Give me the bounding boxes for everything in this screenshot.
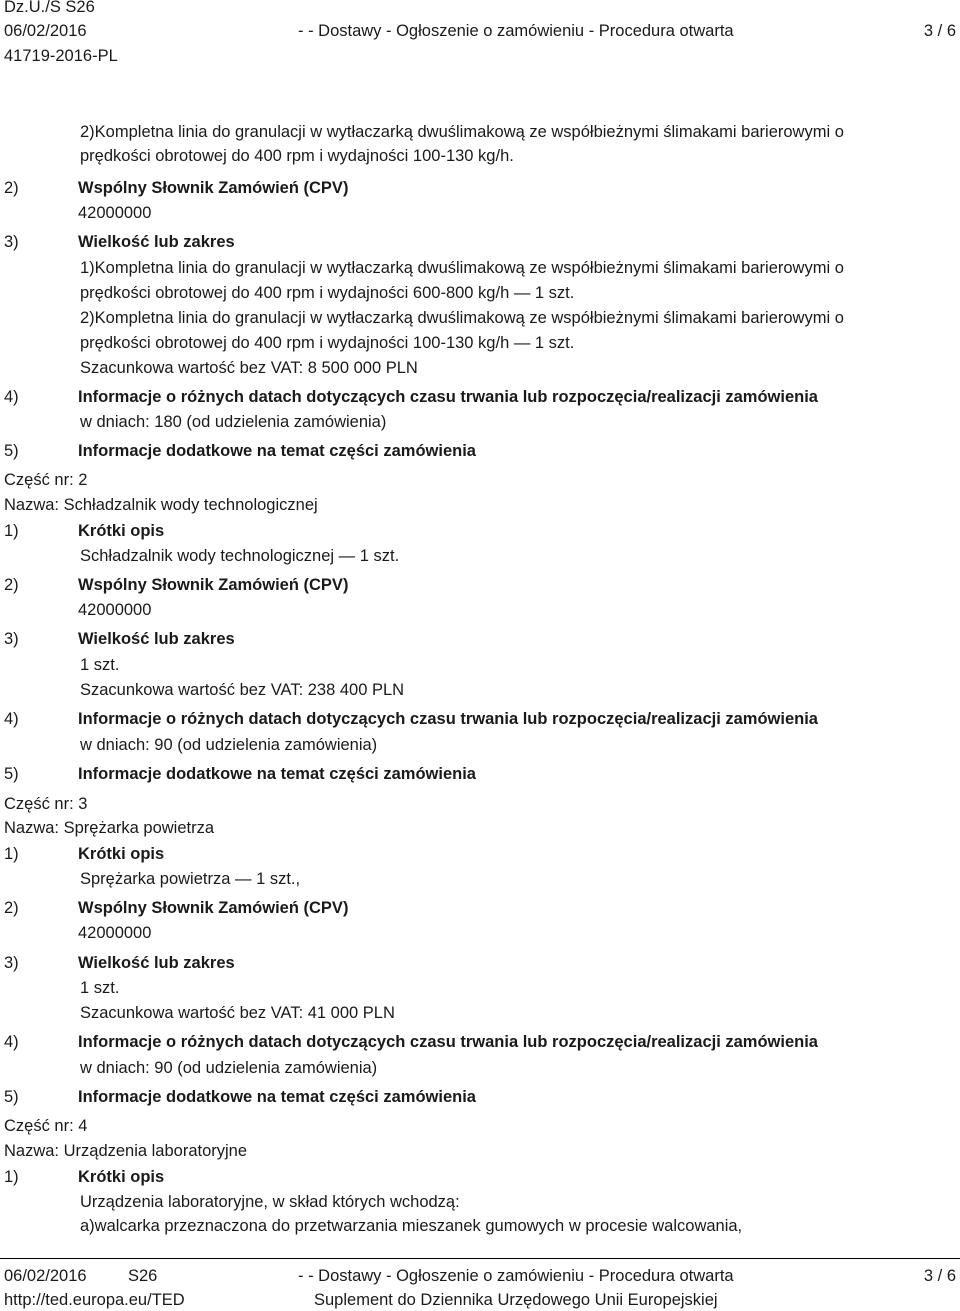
cpv-code: 42000000 — [78, 924, 152, 942]
part-name: Nazwa: Urządzenia laboratoryjne — [4, 1142, 248, 1160]
duration-text: w dniach: 90 (od udzielenia zamówienia) — [80, 736, 378, 754]
section-number: 2) — [4, 576, 19, 594]
footer-page-number: 3 / 6 — [923, 1267, 956, 1285]
section-number: 4) — [4, 710, 19, 728]
footer-title: - - Dostawy - Ogłoszenie o zamówieniu - Procedura otwarta — [298, 1267, 734, 1285]
part-number: Część nr: 4 — [4, 1117, 88, 1135]
intro-line: 2)Kompletna linia do granulacji w wytłaczarką dwuślimakową ze współbieżnymi ślimakami barierowymi o — [80, 123, 844, 141]
part-name: Nazwa: Sprężarka powietrza — [4, 819, 215, 837]
document-id: 41719-2016-PL — [4, 47, 118, 65]
short-description-heading: Krótki opis — [78, 1168, 165, 1186]
footer-divider — [0, 1258, 960, 1259]
section-number: 5) — [4, 1088, 19, 1106]
section-number: 4) — [4, 1033, 19, 1051]
section-number: 2) — [4, 179, 19, 197]
section-number: 2) — [4, 899, 19, 917]
scope-heading: Wielkość lub zakres — [78, 954, 235, 972]
intro-line: prędkości obrotowej do 400 rpm i wydajności 100-130 kg/h. — [80, 147, 514, 165]
additional-info-heading: Informacje dodatkowe na temat części zamówienia — [78, 442, 476, 460]
duration-text: w dniach: 90 (od udzielenia zamówienia) — [80, 1059, 378, 1077]
dates-heading: Informacje o różnych datach dotyczących czasu trwania lub rozpoczęcia/realizacji zamówienia — [78, 388, 818, 406]
scope-quantity: 1 szt. — [80, 979, 120, 997]
footer-supplement: Suplement do Dziennika Urzędowego Unii Europejskiej — [314, 1291, 718, 1309]
footer-url-link[interactable]: http://ted.europa.eu/TED — [4, 1291, 185, 1309]
section-number: 5) — [4, 442, 19, 460]
footer-date: 06/02/2016 — [4, 1267, 87, 1285]
section-number: 4) — [4, 388, 19, 406]
part-name: Nazwa: Schładzalnik wody technologicznej — [4, 496, 318, 514]
scope-text: prędkości obrotowej do 400 rpm i wydajności 600-800 kg/h — 1 szt. — [80, 284, 575, 302]
scope-heading: Wielkość lub zakres — [78, 630, 235, 648]
scope-text: prędkości obrotowej do 400 rpm i wydajności 100-130 kg/h — 1 szt. — [80, 334, 575, 352]
section-number: 1) — [4, 522, 19, 540]
dates-heading: Informacje o różnych datach dotyczących czasu trwania lub rozpoczęcia/realizacji zamówienia — [78, 710, 818, 728]
scope-quantity: 1 szt. — [80, 656, 120, 674]
short-description-text: Urządzenia laboratoryjne, w skład których wchodzą: — [80, 1193, 460, 1211]
cpv-heading: Wspólny Słownik Zamówień (CPV) — [78, 576, 349, 594]
estimated-value: Szacunkowa wartość bez VAT: 238 400 PLN — [80, 681, 405, 699]
estimated-value: Szacunkowa wartość bez VAT: 41 000 PLN — [80, 1004, 395, 1022]
header-page-number: 3 / 6 — [923, 22, 956, 40]
header-title: - - Dostawy - Ogłoszenie o zamówieniu - Procedura otwarta — [298, 22, 734, 40]
footer-series: S26 — [128, 1267, 158, 1285]
cpv-code: 42000000 — [78, 601, 152, 619]
dates-heading: Informacje o różnych datach dotyczących czasu trwania lub rozpoczęcia/realizacji zamówienia — [78, 1033, 818, 1051]
cpv-code: 42000000 — [78, 204, 152, 222]
cpv-heading: Wspólny Słownik Zamówień (CPV) — [78, 899, 349, 917]
cpv-heading: Wspólny Słownik Zamówień (CPV) — [78, 179, 349, 197]
part-number: Część nr: 2 — [4, 471, 88, 489]
duration-text: w dniach: 180 (od udzielenia zamówienia) — [80, 413, 387, 431]
section-number: 5) — [4, 765, 19, 783]
additional-info-heading: Informacje dodatkowe na temat części zamówienia — [78, 765, 476, 783]
section-number: 3) — [4, 630, 19, 648]
scope-heading: Wielkość lub zakres — [78, 233, 235, 251]
section-number: 3) — [4, 954, 19, 972]
estimated-value: Szacunkowa wartość bez VAT: 8 500 000 PLN — [80, 359, 418, 377]
additional-info-heading: Informacje dodatkowe na temat części zamówienia — [78, 1088, 476, 1106]
part-number: Część nr: 3 — [4, 795, 88, 813]
short-description-heading: Krótki opis — [78, 522, 165, 540]
scope-text: 1)Kompletna linia do granulacji w wytłaczarką dwuślimakową ze współbieżnymi ślimakami barierowymi o — [80, 259, 844, 277]
short-description-text: Schładzalnik wody technologicznej — 1 szt. — [80, 547, 400, 565]
header-date: 06/02/2016 — [4, 22, 87, 40]
short-description-text: Sprężarka powietrza — 1 szt., — [80, 870, 301, 888]
section-number: 3) — [4, 233, 19, 251]
scope-text: 2)Kompletna linia do granulacji w wytłaczarką dwuślimakową ze współbieżnymi ślimakami barierowymi o — [80, 309, 844, 327]
short-description-text: a)walcarka przeznaczona do przetwarzania mieszanek gumowych w procesie walcowania, — [80, 1217, 743, 1235]
short-description-heading: Krótki opis — [78, 845, 165, 863]
section-number: 1) — [4, 845, 19, 863]
section-number: 1) — [4, 1168, 19, 1186]
journal-ref: Dz.U./S S26 — [4, 0, 95, 16]
